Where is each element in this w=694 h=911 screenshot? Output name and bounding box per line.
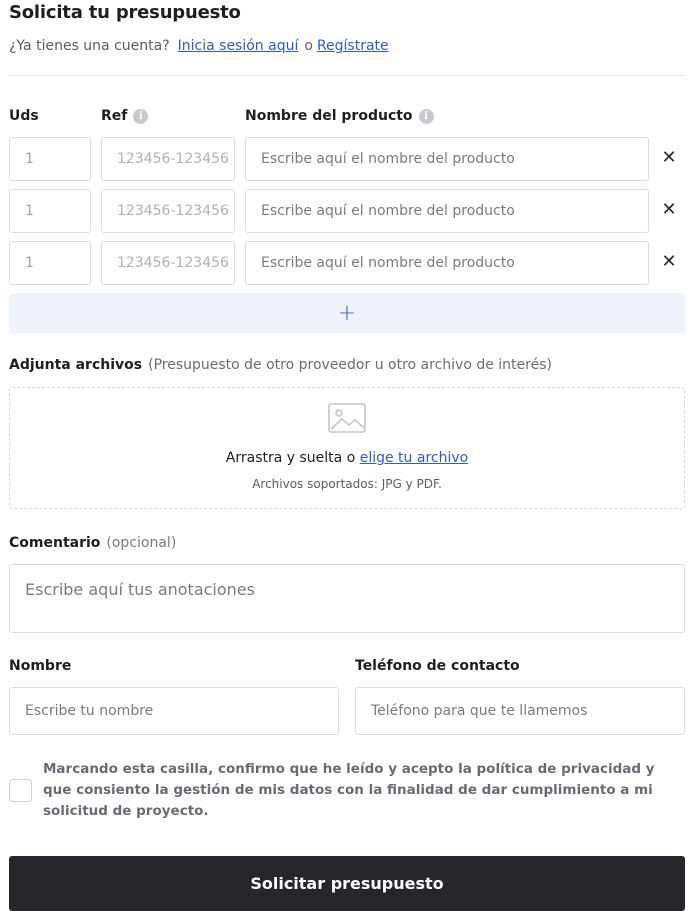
ref-input[interactable]: 123456-123456 xyxy=(101,241,235,285)
uds-input[interactable]: 1 xyxy=(9,189,91,233)
ref-input[interactable]: 123456-123456 xyxy=(101,189,235,233)
account-question: ¿Ya tienes una cuenta? xyxy=(9,38,170,54)
submit-button[interactable] xyxy=(9,856,685,911)
uds-label xyxy=(9,108,39,124)
uds-label-text: Uds xyxy=(9,108,39,124)
comment-textarea[interactable]: Escribe aquí tus anotaciones xyxy=(9,564,685,633)
info-icon[interactable]: i xyxy=(419,109,434,124)
ref-label-text: Ref xyxy=(101,108,128,124)
name-label: Nombre xyxy=(9,658,72,674)
login-link[interactable]: Inicia sesión aquí xyxy=(177,38,299,54)
add-row-button[interactable] xyxy=(9,293,685,333)
product-name-label-text: Nombre del producto xyxy=(245,108,413,124)
register-link[interactable]: Regístrate xyxy=(316,38,389,54)
divider xyxy=(9,75,685,76)
or-text: o xyxy=(304,38,313,54)
product-name-input[interactable]: Escribe aquí el nombre del producto xyxy=(245,241,649,285)
product-row xyxy=(9,241,685,285)
ref-input[interactable]: 123456-123456 xyxy=(101,137,235,181)
consent-text: Marcando esta casilla, confirmo que he leído y acepto la política de privacidad y que consiento la gestión de mis datos con la finalidad de dar cumplimiento a mi solicitud de proyecto. xyxy=(43,761,655,819)
product-name-input[interactable]: Escribe aquí el nombre del producto xyxy=(245,137,649,181)
info-icon[interactable]: i xyxy=(133,109,148,124)
product-name-label xyxy=(245,108,434,124)
uds-input[interactable]: 1 xyxy=(9,241,91,285)
name-field[interactable]: Escribe tu nombre xyxy=(9,687,339,735)
comment-label-text: Comentario xyxy=(9,535,101,551)
attachments-hint: (Presupuesto de otro proveedor u otro archivo de interés) xyxy=(148,357,552,373)
attachments-label xyxy=(9,357,552,373)
submit-button-label: Solicitar presupuesto xyxy=(250,874,444,893)
phone-label: Teléfono de contacto xyxy=(355,658,520,674)
page-title: Solicita tu presupuesto xyxy=(9,2,241,23)
attachments-label-text: Adjunta archivos xyxy=(9,357,143,373)
file-dropzone[interactable] xyxy=(9,387,685,509)
supported-formats: Archivos soportados: JPG y PDF. xyxy=(252,477,442,491)
uds-input[interactable]: 1 xyxy=(9,137,91,181)
dropzone-text xyxy=(10,450,684,466)
product-name-input[interactable]: Escribe aquí el nombre del producto xyxy=(245,189,649,233)
close-icon[interactable]: ✕ xyxy=(661,147,677,168)
product-row xyxy=(9,137,685,181)
close-icon[interactable]: ✕ xyxy=(661,251,677,272)
phone-field[interactable]: Teléfono para que te llamemos xyxy=(355,687,685,735)
image-icon xyxy=(328,403,366,433)
plus-icon: + xyxy=(337,300,357,326)
comment-optional: (opcional) xyxy=(106,535,177,551)
drop-instruction: Arrastra y suelta o xyxy=(225,450,356,466)
close-icon[interactable]: ✕ xyxy=(661,199,677,220)
ref-label xyxy=(101,108,148,124)
consent-checkbox[interactable] xyxy=(9,779,32,802)
product-row xyxy=(9,189,685,233)
account-prompt xyxy=(9,38,389,54)
choose-file-link[interactable]: elige tu archivo xyxy=(359,450,469,466)
comment-label xyxy=(9,535,176,551)
